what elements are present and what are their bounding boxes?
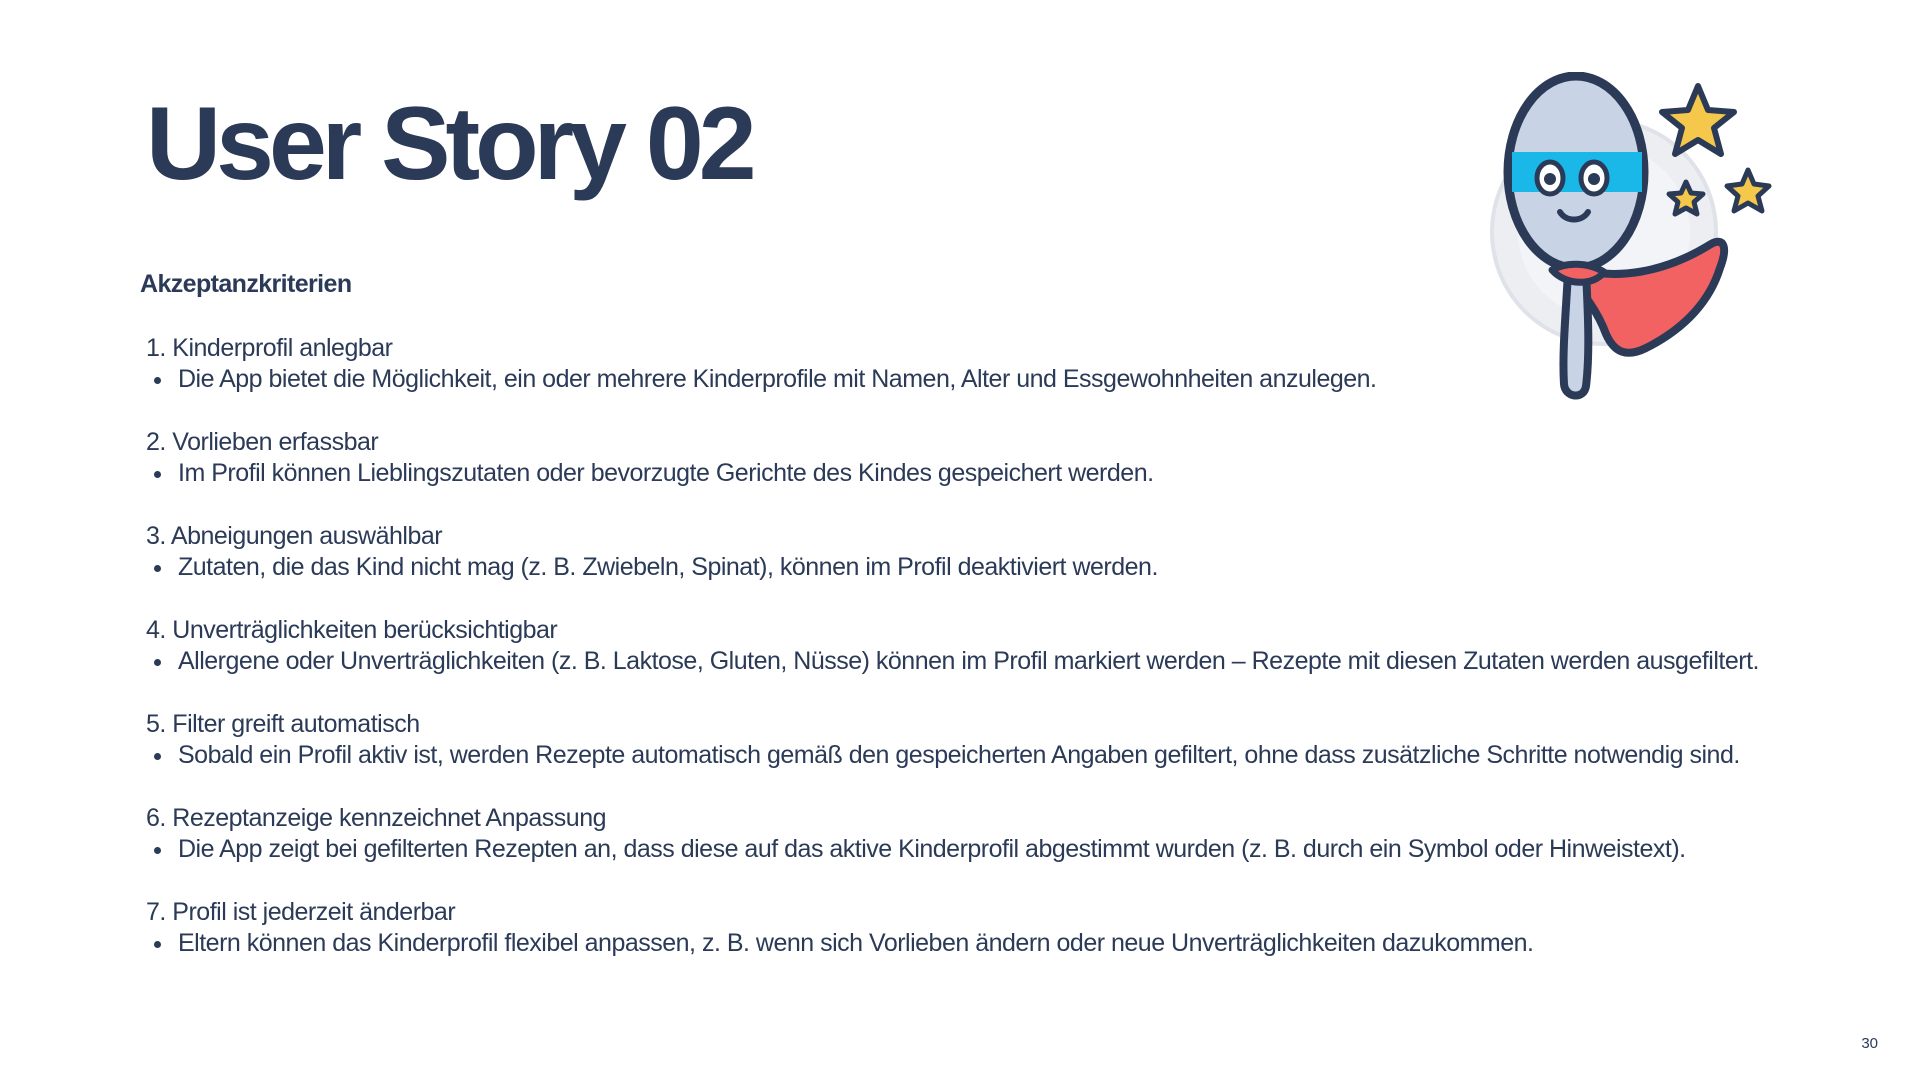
bullet-dot-icon xyxy=(154,941,161,948)
criterion-heading: 2. Vorlieben erfassbar xyxy=(146,428,379,456)
criterion-bullet-text: Zutaten, die das Kind nicht mag (z. B. Zwiebeln, Spinat), können im Profil deaktiviert werden. xyxy=(178,553,1158,581)
page-number: 30 xyxy=(1861,1035,1878,1052)
criterion-bullet xyxy=(146,552,1796,583)
criterion-item xyxy=(146,427,1796,521)
criterion-heading: 4. Unverträglichkeiten berücksichtigbar xyxy=(146,616,558,644)
criterion-bullet xyxy=(146,928,1796,959)
superhero-spoon-mascot-icon xyxy=(1466,72,1806,412)
criterion-bullet xyxy=(146,740,1796,771)
cape-knot-shape xyxy=(1552,264,1604,282)
criterion-item xyxy=(146,709,1796,803)
spoon-handle-shape xyxy=(1563,272,1588,396)
criterion-heading: 6. Rezeptanzeige kennzeichnet Anpassung xyxy=(146,804,607,832)
criterion-item xyxy=(146,521,1796,615)
criterion-heading: 7. Profil ist jederzeit änderbar xyxy=(146,898,456,926)
criterion-item xyxy=(146,615,1796,709)
mask-shape xyxy=(1512,152,1642,192)
criterion-bullet xyxy=(146,646,1796,677)
criterion-bullet-text: Im Profil können Lieblingszutaten oder bevorzugte Gerichte des Kindes gespeichert werden. xyxy=(178,459,1154,487)
criterion-heading: 5. Filter greift automatisch xyxy=(146,710,420,738)
acceptance-criteria-list xyxy=(146,333,1796,991)
page-title: User Story 02 xyxy=(146,86,752,202)
criterion-item xyxy=(146,803,1796,897)
right-pupil-shape xyxy=(1588,173,1600,185)
bullet-dot-icon xyxy=(154,847,161,854)
criterion-bullet-text: Eltern können das Kinderprofil flexibel anpassen, z. B. wenn sich Vorlieben ändern oder neue Unverträglichkeiten dazukommen. xyxy=(178,929,1534,957)
criterion-bullet-text: Die App bietet die Möglichkeit, ein oder mehrere Kinderprofile mit Namen, Alter und Essgewohnheiten anzulegen. xyxy=(178,365,1377,393)
criterion-heading: 1. Kinderprofil anlegbar xyxy=(146,334,393,362)
small-star-right-shape xyxy=(1727,170,1769,211)
bullet-dot-icon xyxy=(154,659,161,666)
criterion-bullet-text: Die App zeigt bei gefilterten Rezepten an, dass diese auf das aktive Kinderprofil abgestimmt wurden (z. B. durch ein Symbol oder Hinweistext). xyxy=(178,835,1686,863)
criterion-bullet-text: Allergene oder Unverträglichkeiten (z. B. Laktose, Gluten, Nüsse) können im Profil markiert werden – Rezepte mit diesen Zutaten werden ausgefiltert. xyxy=(178,647,1759,675)
left-pupil-shape xyxy=(1544,173,1556,185)
criterion-bullet xyxy=(146,458,1796,489)
bullet-dot-icon xyxy=(154,753,161,760)
criterion-bullet-text: Sobald ein Profil aktiv ist, werden Rezepte automatisch gemäß den gespeicherten Angaben gefiltert, ohne dass zusätzliche Schritte notwendig sind. xyxy=(178,741,1740,769)
criterion-bullet xyxy=(146,834,1796,865)
criterion-item xyxy=(146,897,1796,991)
bullet-dot-icon xyxy=(154,471,161,478)
section-subtitle: Akzeptanzkriterien xyxy=(140,270,352,298)
bullet-dot-icon xyxy=(154,377,161,384)
bullet-dot-icon xyxy=(154,565,161,572)
criterion-heading: 3. Abneigungen auswählbar xyxy=(146,522,443,550)
